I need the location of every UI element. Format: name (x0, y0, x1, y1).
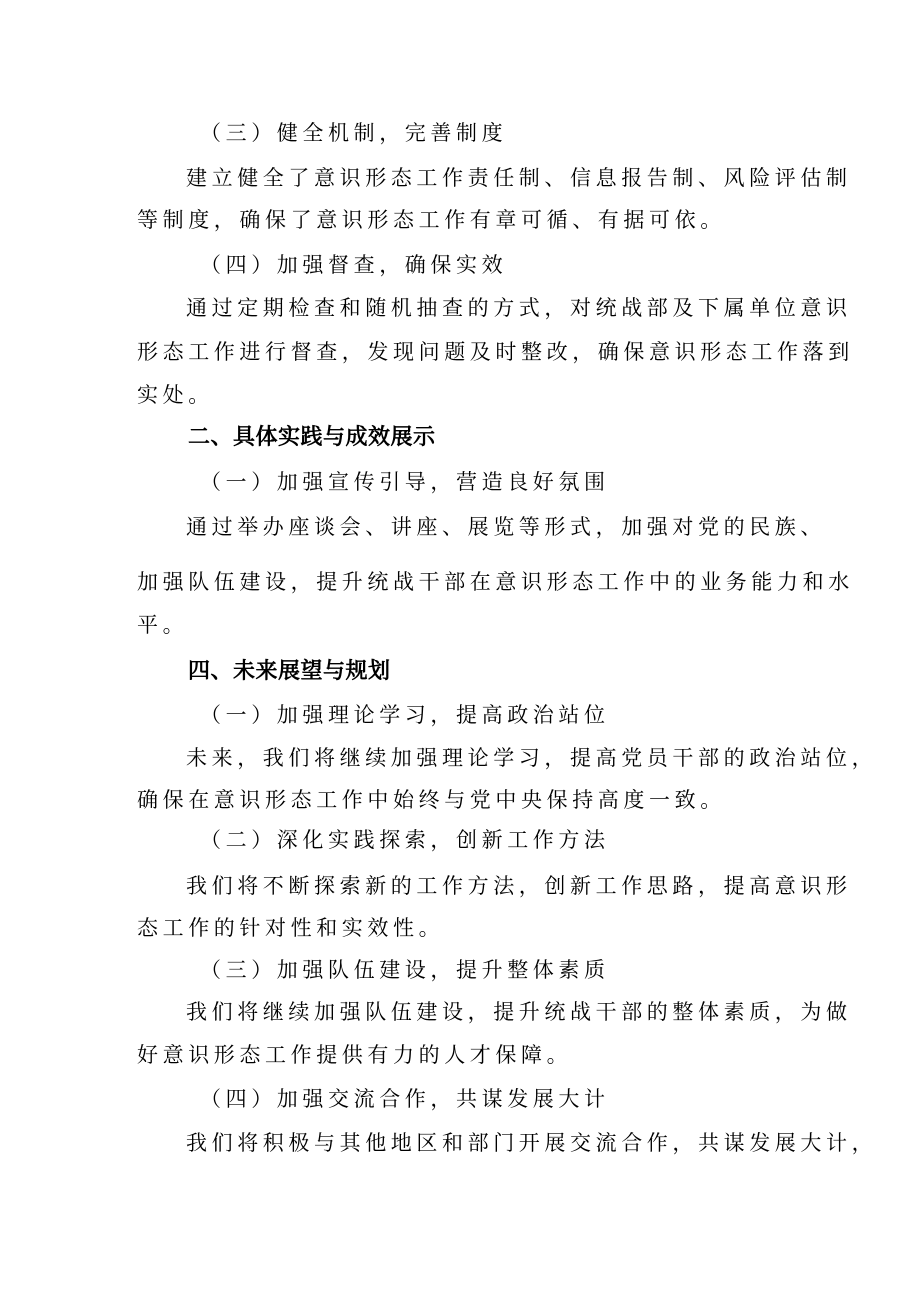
paragraph-line: 形态工作进行督查，发现问题及时整改，确保意识形态工作落到 (137, 340, 854, 364)
paragraph-line: 未来，我们将继续加强理论学习，提高党员干部的政治站位， (186, 746, 878, 770)
paragraph-line: 平。 (137, 613, 189, 637)
subheading-practice: （二）深化实践探索，创新工作方法 (200, 828, 610, 852)
paragraph-line: 实处。 (137, 383, 214, 407)
subheading-mechanism: （三）健全机制，完善制度 (200, 121, 508, 145)
paragraph-line: 确保在意识形态工作中始终与党中央保持高度一致。 (137, 788, 726, 812)
paragraph-line: 我们将不断探索新的工作方法，创新工作思路，提高意识形 (186, 874, 852, 898)
paragraph-line: 我们将积极与其他地区和部门开展交流合作，共谋发展大计， (186, 1131, 878, 1155)
subheading-team: （三）加强队伍建设，提升整体素质 (200, 958, 610, 982)
subheading-supervision: （四）加强督查，确保实效 (200, 253, 508, 277)
paragraph-line: 通过举办座谈会、讲座、展览等形式，加强对党的民族、 (186, 515, 826, 539)
subheading-exchange: （四）加强交流合作，共谋发展大计 (200, 1087, 610, 1111)
subheading-theory: （一）加强理论学习，提高政治站位 (200, 703, 610, 727)
paragraph-line: 我们将继续加强队伍建设，提升统战干部的整体素质，为做 (186, 1000, 852, 1024)
paragraph-line: 建立健全了意识形态工作责任制、信息报告制、风险评估制 (186, 166, 852, 190)
paragraph-line: 加强队伍建设，提升统战干部在意识形态工作中的业务能力和水 (137, 570, 854, 594)
subheading-publicity: （一）加强宣传引导，营造良好氛围 (200, 470, 610, 494)
section-heading-practice: 二、具体实践与成效展示 (188, 425, 436, 450)
paragraph-line: 态工作的针对性和实效性。 (137, 916, 445, 940)
section-heading-outlook: 四、未来展望与规划 (188, 659, 391, 684)
paragraph-line: 好意识形态工作提供有力的人才保障。 (137, 1043, 573, 1067)
paragraph-line: 通过定期检查和随机抽查的方式，对统战部及下属单位意识 (186, 296, 852, 320)
paragraph-line: 等制度，确保了意识形态工作有章可循、有据可依。 (137, 208, 726, 232)
